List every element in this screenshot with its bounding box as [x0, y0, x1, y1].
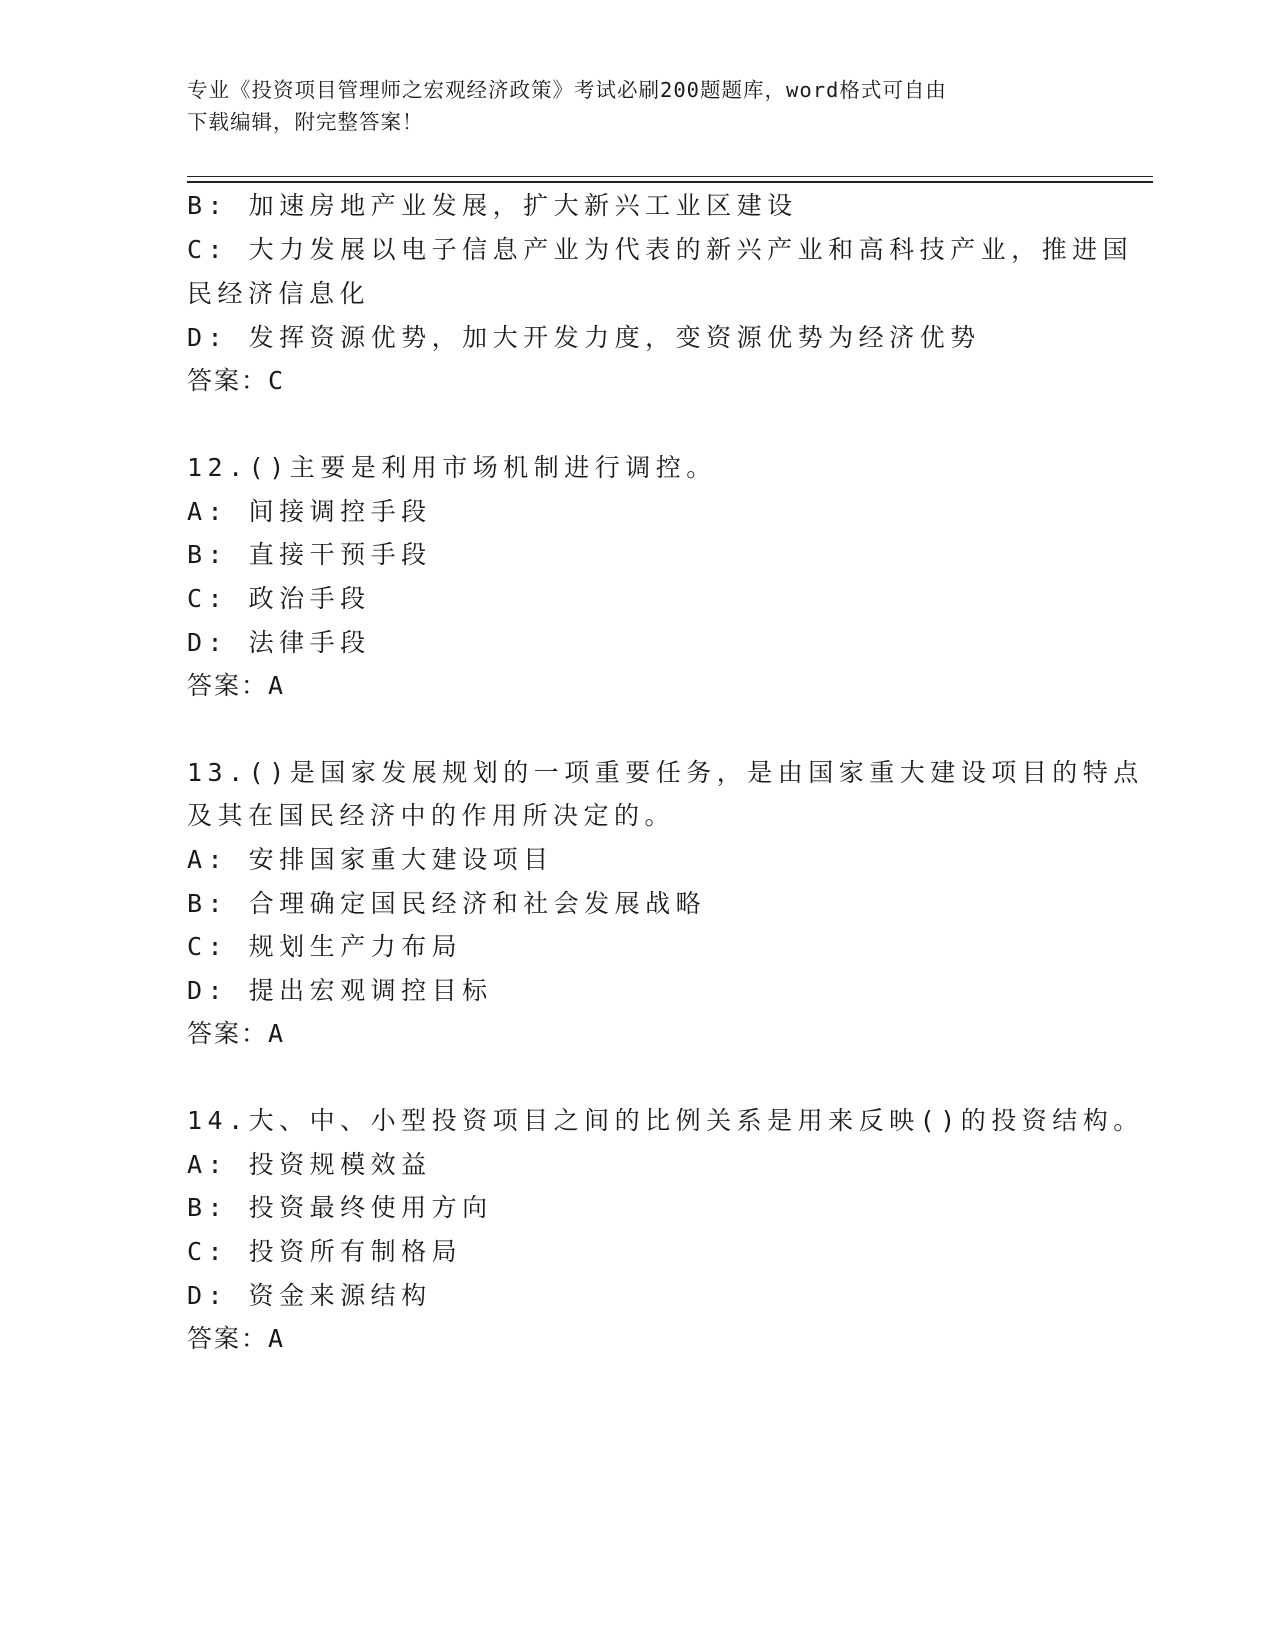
header-divider-thick — [187, 181, 1153, 183]
q11-option-c-line2: 民经济信息化 — [187, 279, 371, 308]
q14-option-d: D: 资金来源结构 — [187, 1281, 432, 1310]
header-divider-thin — [187, 176, 1153, 177]
q13-option-d: D: 提出宏观调控目标 — [187, 976, 493, 1005]
q12-option-d: D: 法律手段 — [187, 628, 371, 657]
q14-answer: 答案：A — [187, 1324, 286, 1353]
q14-option-a: A: 投资规模效益 — [187, 1150, 432, 1179]
q13-stem-line1: 13.()是国家发展规划的一项重要任务，是由国家重大建设项目的特点 — [187, 758, 1144, 787]
q12-option-c: C: 政治手段 — [187, 584, 371, 613]
header-line-1: 专业《投资项目管理师之宏观经济政策》考试必刷200题题库，word格式可自由 — [187, 78, 947, 102]
header-line-2: 下载编辑，附完整答案！ — [187, 110, 424, 134]
q12-answer: 答案：A — [187, 671, 286, 700]
q13-option-a: A: 安排国家重大建设项目 — [187, 845, 554, 874]
q13-answer: 答案：A — [187, 1019, 286, 1048]
q13-option-b: B: 合理确定国民经济和社会发展战略 — [187, 889, 707, 918]
q14-option-c: C: 投资所有制格局 — [187, 1237, 463, 1266]
document-header — [187, 74, 1047, 138]
q14-stem: 14.大、中、小型投资项目之间的比例关系是用来反映()的投资结构。 — [187, 1106, 1144, 1135]
q13-option-c: C: 规划生产力布局 — [187, 932, 463, 961]
q11-answer: 答案：C — [187, 366, 286, 395]
q11-option-d: D: 发挥资源优势，加大开发力度，变资源优势为经济优势 — [187, 323, 981, 352]
q12-stem: 12.()主要是利用市场机制进行调控。 — [187, 453, 717, 482]
q11-option-b: B: 加速房地产业发展，扩大新兴工业区建设 — [187, 191, 798, 220]
q13-stem-line2: 及其在国民经济中的作用所决定的。 — [187, 801, 676, 830]
q12-option-a: A: 间接调控手段 — [187, 497, 432, 526]
q12-option-b: B: 直接干预手段 — [187, 540, 432, 569]
q11-option-c-line1: C: 大力发展以电子信息产业为代表的新兴产业和高科技产业，推进国 — [187, 235, 1134, 264]
q14-option-b: B: 投资最终使用方向 — [187, 1193, 493, 1222]
